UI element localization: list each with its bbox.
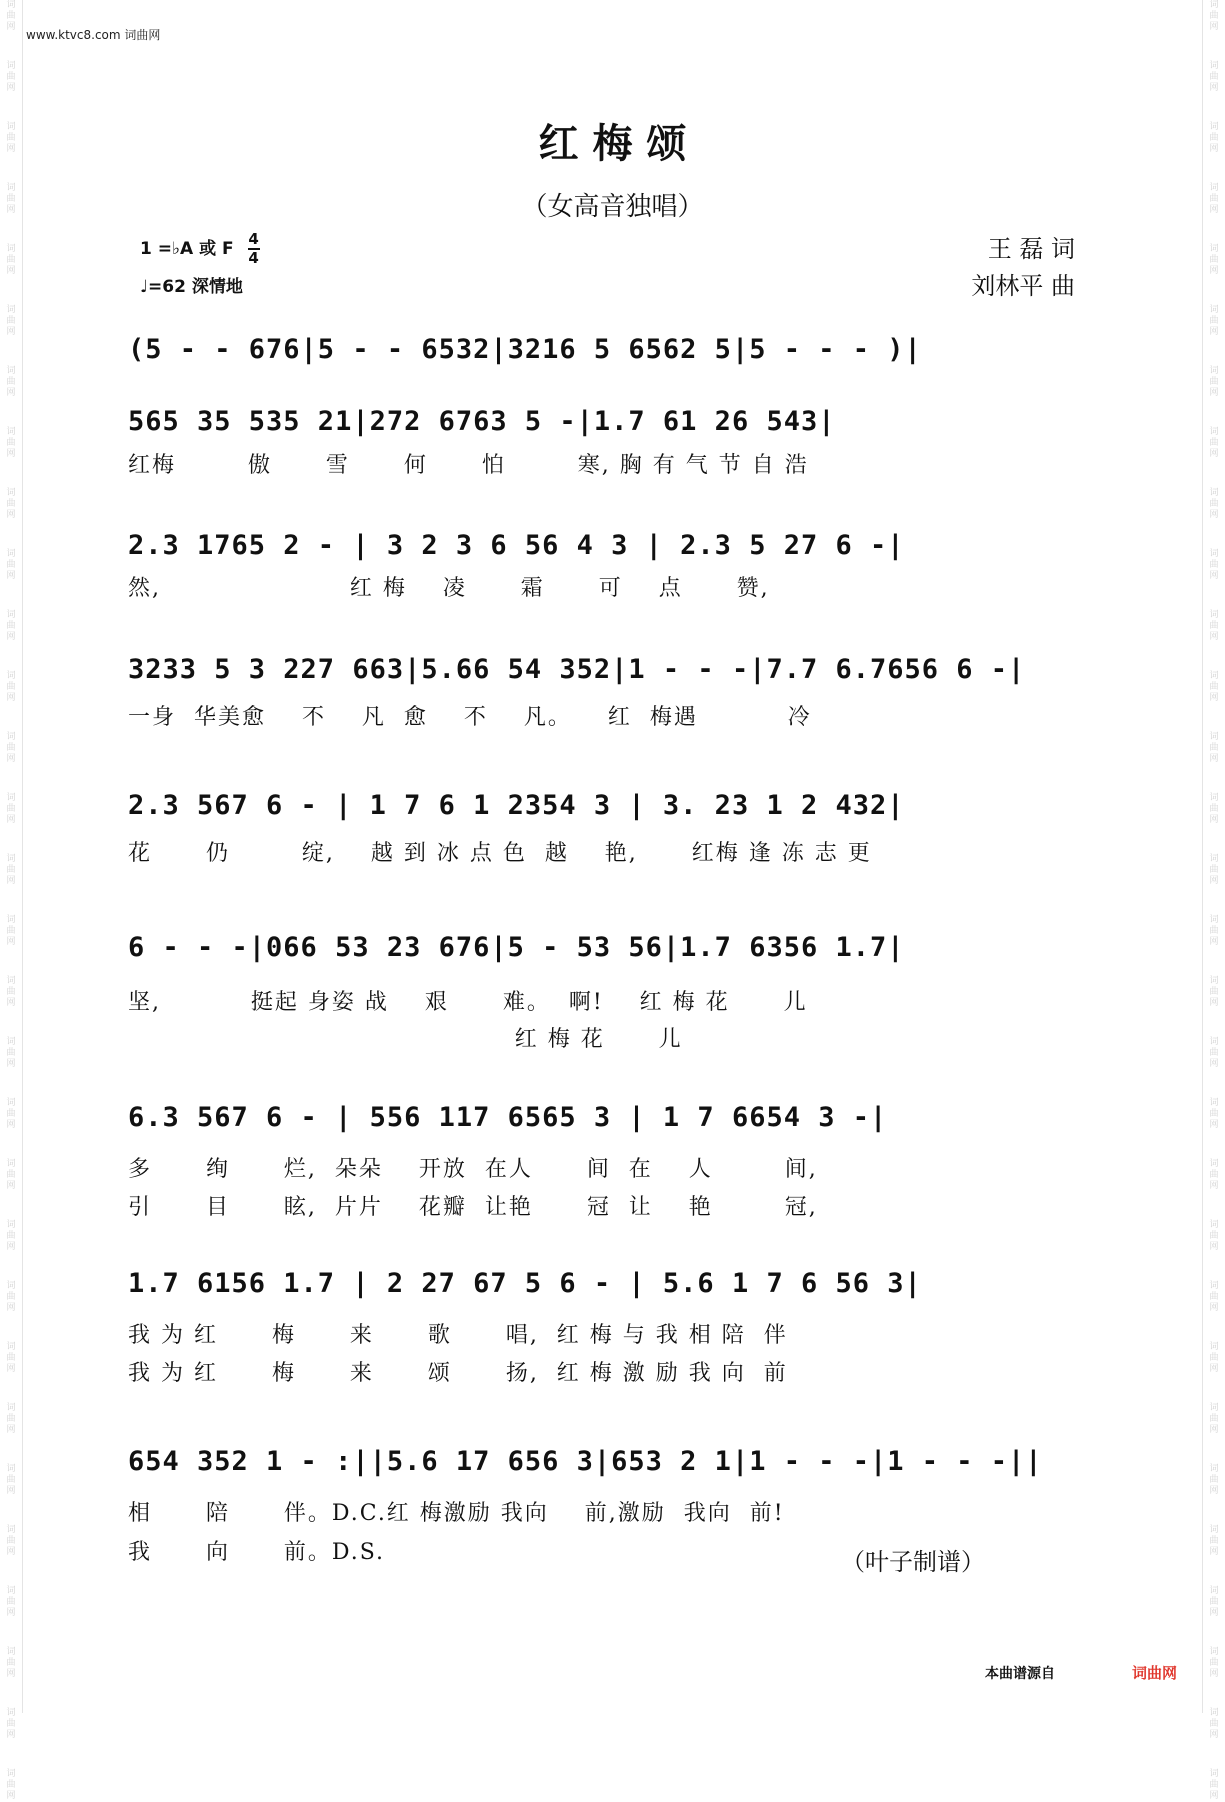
watermark-glyph-group: 词 曲 网 bbox=[1209, 976, 1219, 1008]
watermark-glyph-group: 词 曲 网 bbox=[1209, 854, 1219, 886]
lyric-line-3: 一身 华美愈 不 凡 愈 不 凡。 红 梅遇 冷 bbox=[128, 705, 812, 730]
watermark-glyph-group: 词 曲 网 bbox=[1209, 1037, 1219, 1069]
watermark-glyph-group: 词 曲 网 bbox=[6, 976, 16, 1008]
watermark-glyph-group: 词 曲 网 bbox=[1209, 1464, 1219, 1496]
score-line-9: 654 352 1 - :||5.6 17 656 3|653 2 1|1 - - -|1 - - -|| bbox=[128, 1446, 1043, 1477]
watermark-glyph-group: 词 曲 网 bbox=[6, 793, 16, 825]
watermark-glyph-group: 词 曲 网 bbox=[6, 183, 16, 215]
score-line-1: (5 - - 676|5 - - 6532|3216 5 6562 5|5 - - - )| bbox=[128, 334, 922, 365]
watermark-glyph-group: 词 曲 网 bbox=[1209, 671, 1219, 703]
lyric-line-10: 我 为 红 梅 来 颂 扬, 红 梅 激 励 我 向 前 bbox=[128, 1361, 788, 1386]
left-watermark-strip bbox=[0, 0, 22, 1801]
watermark-glyph-group: 词 曲 网 bbox=[1209, 549, 1219, 581]
watermark-glyph-group: 词 曲 网 bbox=[1209, 366, 1219, 398]
lyric-line-4: 花 仍 绽, 越 到 冰 点 色 越 艳, 红梅 逢 冻 志 更 bbox=[128, 841, 872, 866]
watermark-glyph-group: 词 曲 网 bbox=[6, 1342, 16, 1374]
watermark-glyph-group: 词 曲 网 bbox=[1209, 1769, 1219, 1801]
watermark-glyph-group: 词 曲 网 bbox=[6, 732, 16, 764]
watermark-glyph-group: 词 曲 网 bbox=[6, 305, 16, 337]
score-line-4: 3233 5 3 227 663|5.66 54 352|1 - - -|7.7 6.7656 6 -| bbox=[128, 654, 1026, 685]
watermark-glyph-group: 词 曲 网 bbox=[6, 1098, 16, 1130]
key-signature bbox=[140, 232, 260, 266]
lyric-line-1: 红梅 傲 雪 何 怕 寒, 胸 有 气 节 自 浩 bbox=[128, 453, 809, 478]
watermark-glyph-group: 词 曲 网 bbox=[6, 610, 16, 642]
key-text: 1 =♭A 或 F bbox=[140, 239, 234, 259]
watermark-glyph-group: 词 曲 网 bbox=[6, 1708, 16, 1740]
lyric-line-11: 相 陪 伴。D.C.红 梅激励 我向 前,激励 我向 前! bbox=[128, 1501, 785, 1526]
score-line-6: 6 - - -|066 53 23 676|5 - 53 56|1.7 6356 1.7| bbox=[128, 932, 905, 963]
watermark-glyph-group: 词 曲 网 bbox=[1209, 793, 1219, 825]
watermark-glyph-group: 词 曲 网 bbox=[1209, 1098, 1219, 1130]
watermark-glyph-group: 词 曲 网 bbox=[1209, 1647, 1219, 1679]
watermark-glyph-group: 词 曲 网 bbox=[6, 1281, 16, 1313]
song-subtitle: （女高音独唱） bbox=[521, 192, 704, 222]
watermark-glyph-group: 词 曲 网 bbox=[6, 0, 16, 32]
watermark-glyph-group: 词 曲 网 bbox=[1209, 1220, 1219, 1252]
watermark-glyph-group: 词 曲 网 bbox=[1209, 1342, 1219, 1374]
watermark-glyph-group: 词 曲 网 bbox=[1209, 488, 1219, 520]
time-signature bbox=[248, 232, 260, 266]
watermark-glyph-group: 词 曲 网 bbox=[6, 122, 16, 154]
watermark-glyph-group: 词 曲 网 bbox=[6, 1525, 16, 1557]
score-line-2: 565 35 535 21|272 6763 5 -|1.7 61 26 543| bbox=[128, 406, 836, 437]
watermark-glyph-group: 词 曲 网 bbox=[6, 1159, 16, 1191]
watermark-glyph-group: 词 曲 网 bbox=[1209, 1525, 1219, 1557]
watermark-glyph-group: 词 曲 网 bbox=[1209, 244, 1219, 276]
watermark-glyph-group: 词 曲 网 bbox=[6, 1403, 16, 1435]
watermark-glyph-group: 词 曲 网 bbox=[6, 915, 16, 947]
left-margin-rule bbox=[22, 0, 23, 1713]
lyric-line-5: 坚, 挺起 身姿 战 艰 难。 啊! 红 梅 花 儿 bbox=[128, 990, 808, 1015]
watermark-glyph-group: 词 曲 网 bbox=[6, 366, 16, 398]
score-line-5: 2.3 567 6 - | 1 7 6 1 2354 3 | 3. 23 1 2 432| bbox=[128, 790, 905, 821]
tempo-marking: ♩=62 深情地 bbox=[140, 277, 243, 297]
watermark-glyph-group: 词 曲 网 bbox=[6, 61, 16, 93]
watermark-glyph-group: 词 曲 网 bbox=[1209, 610, 1219, 642]
watermark-glyph-group: 词 曲 网 bbox=[6, 1647, 16, 1679]
watermark-glyph-group: 词 曲 网 bbox=[1209, 0, 1219, 32]
lyric-line-6: 红 梅 花 儿 bbox=[128, 1027, 683, 1052]
watermark-glyph-group: 词 曲 网 bbox=[1209, 1586, 1219, 1618]
watermark-glyph-group: 词 曲 网 bbox=[1209, 1281, 1219, 1313]
composer-credit: 刘林平 曲 bbox=[971, 272, 1075, 300]
score-line-3: 2.3 1765 2 - | 3 2 3 6 56 4 3 | 2.3 5 27 6 -| bbox=[128, 530, 905, 561]
watermark-glyph-group: 词 曲 网 bbox=[6, 549, 16, 581]
watermark-glyph-group: 词 曲 网 bbox=[1209, 427, 1219, 459]
song-title: 红 梅 颂 bbox=[538, 120, 687, 167]
watermark-glyph-group: 词 曲 网 bbox=[1209, 122, 1219, 154]
footer-site-link[interactable]: 词曲网 bbox=[1132, 1664, 1178, 1682]
watermark-glyph-group: 词 曲 网 bbox=[1209, 61, 1219, 93]
watermark-glyph-group: 词 曲 网 bbox=[1209, 1708, 1219, 1740]
watermark-glyph-group: 词 曲 网 bbox=[6, 488, 16, 520]
watermark-glyph-group: 词 曲 网 bbox=[6, 1220, 16, 1252]
score-line-8: 1.7 6156 1.7 | 2 27 67 5 6 - | 5.6 1 7 6 56 3| bbox=[128, 1268, 922, 1299]
footer-source-label: 本曲谱源自 bbox=[985, 1666, 1055, 1682]
watermark-glyph-group: 词 曲 网 bbox=[6, 854, 16, 886]
watermark-glyph-group: 词 曲 网 bbox=[6, 1037, 16, 1069]
watermark-glyph-group: 词 曲 网 bbox=[6, 1586, 16, 1618]
lyric-line-12: 我 向 前。D.S. bbox=[128, 1540, 386, 1565]
lyric-line-7: 多 绚 烂, 朵朵 开放 在人 间 在 人 间, bbox=[128, 1157, 818, 1182]
watermark-glyph-group: 词 曲 网 bbox=[1209, 1159, 1219, 1191]
right-watermark-strip bbox=[1203, 0, 1225, 1801]
lyric-line-2: 然, 红 梅 凌 霜 可 点 赞, bbox=[128, 576, 770, 601]
watermark-glyph-group: 词 曲 网 bbox=[6, 1769, 16, 1801]
transcriber-credit: （叶子制谱） bbox=[841, 1548, 985, 1576]
time-signature-bottom: 4 bbox=[248, 249, 259, 267]
watermark-glyph-group: 词 曲 网 bbox=[6, 1464, 16, 1496]
score-line-7: 6.3 567 6 - | 556 117 6565 3 | 1 7 6654 3 -| bbox=[128, 1102, 888, 1133]
source-url[interactable]: www.ktvc8.com 词曲网 bbox=[26, 28, 161, 42]
watermark-glyph-group: 词 曲 网 bbox=[1209, 1403, 1219, 1435]
watermark-glyph-group: 词 曲 网 bbox=[1209, 183, 1219, 215]
watermark-glyph-group: 词 曲 网 bbox=[1209, 915, 1219, 947]
watermark-glyph-group: 词 曲 网 bbox=[6, 671, 16, 703]
lyricist-credit: 王 磊 词 bbox=[987, 235, 1075, 263]
time-signature-top: 4 bbox=[248, 230, 259, 248]
watermark-glyph-group: 词 曲 网 bbox=[6, 244, 16, 276]
watermark-glyph-group: 词 曲 网 bbox=[6, 427, 16, 459]
watermark-glyph-group: 词 曲 网 bbox=[1209, 305, 1219, 337]
watermark-glyph-group: 词 曲 网 bbox=[1209, 732, 1219, 764]
lyric-line-8: 引 目 眩, 片片 花瓣 让艳 冠 让 艳 冠, bbox=[128, 1195, 818, 1220]
lyric-line-9: 我 为 红 梅 来 歌 唱, 红 梅 与 我 相 陪 伴 bbox=[128, 1323, 788, 1348]
